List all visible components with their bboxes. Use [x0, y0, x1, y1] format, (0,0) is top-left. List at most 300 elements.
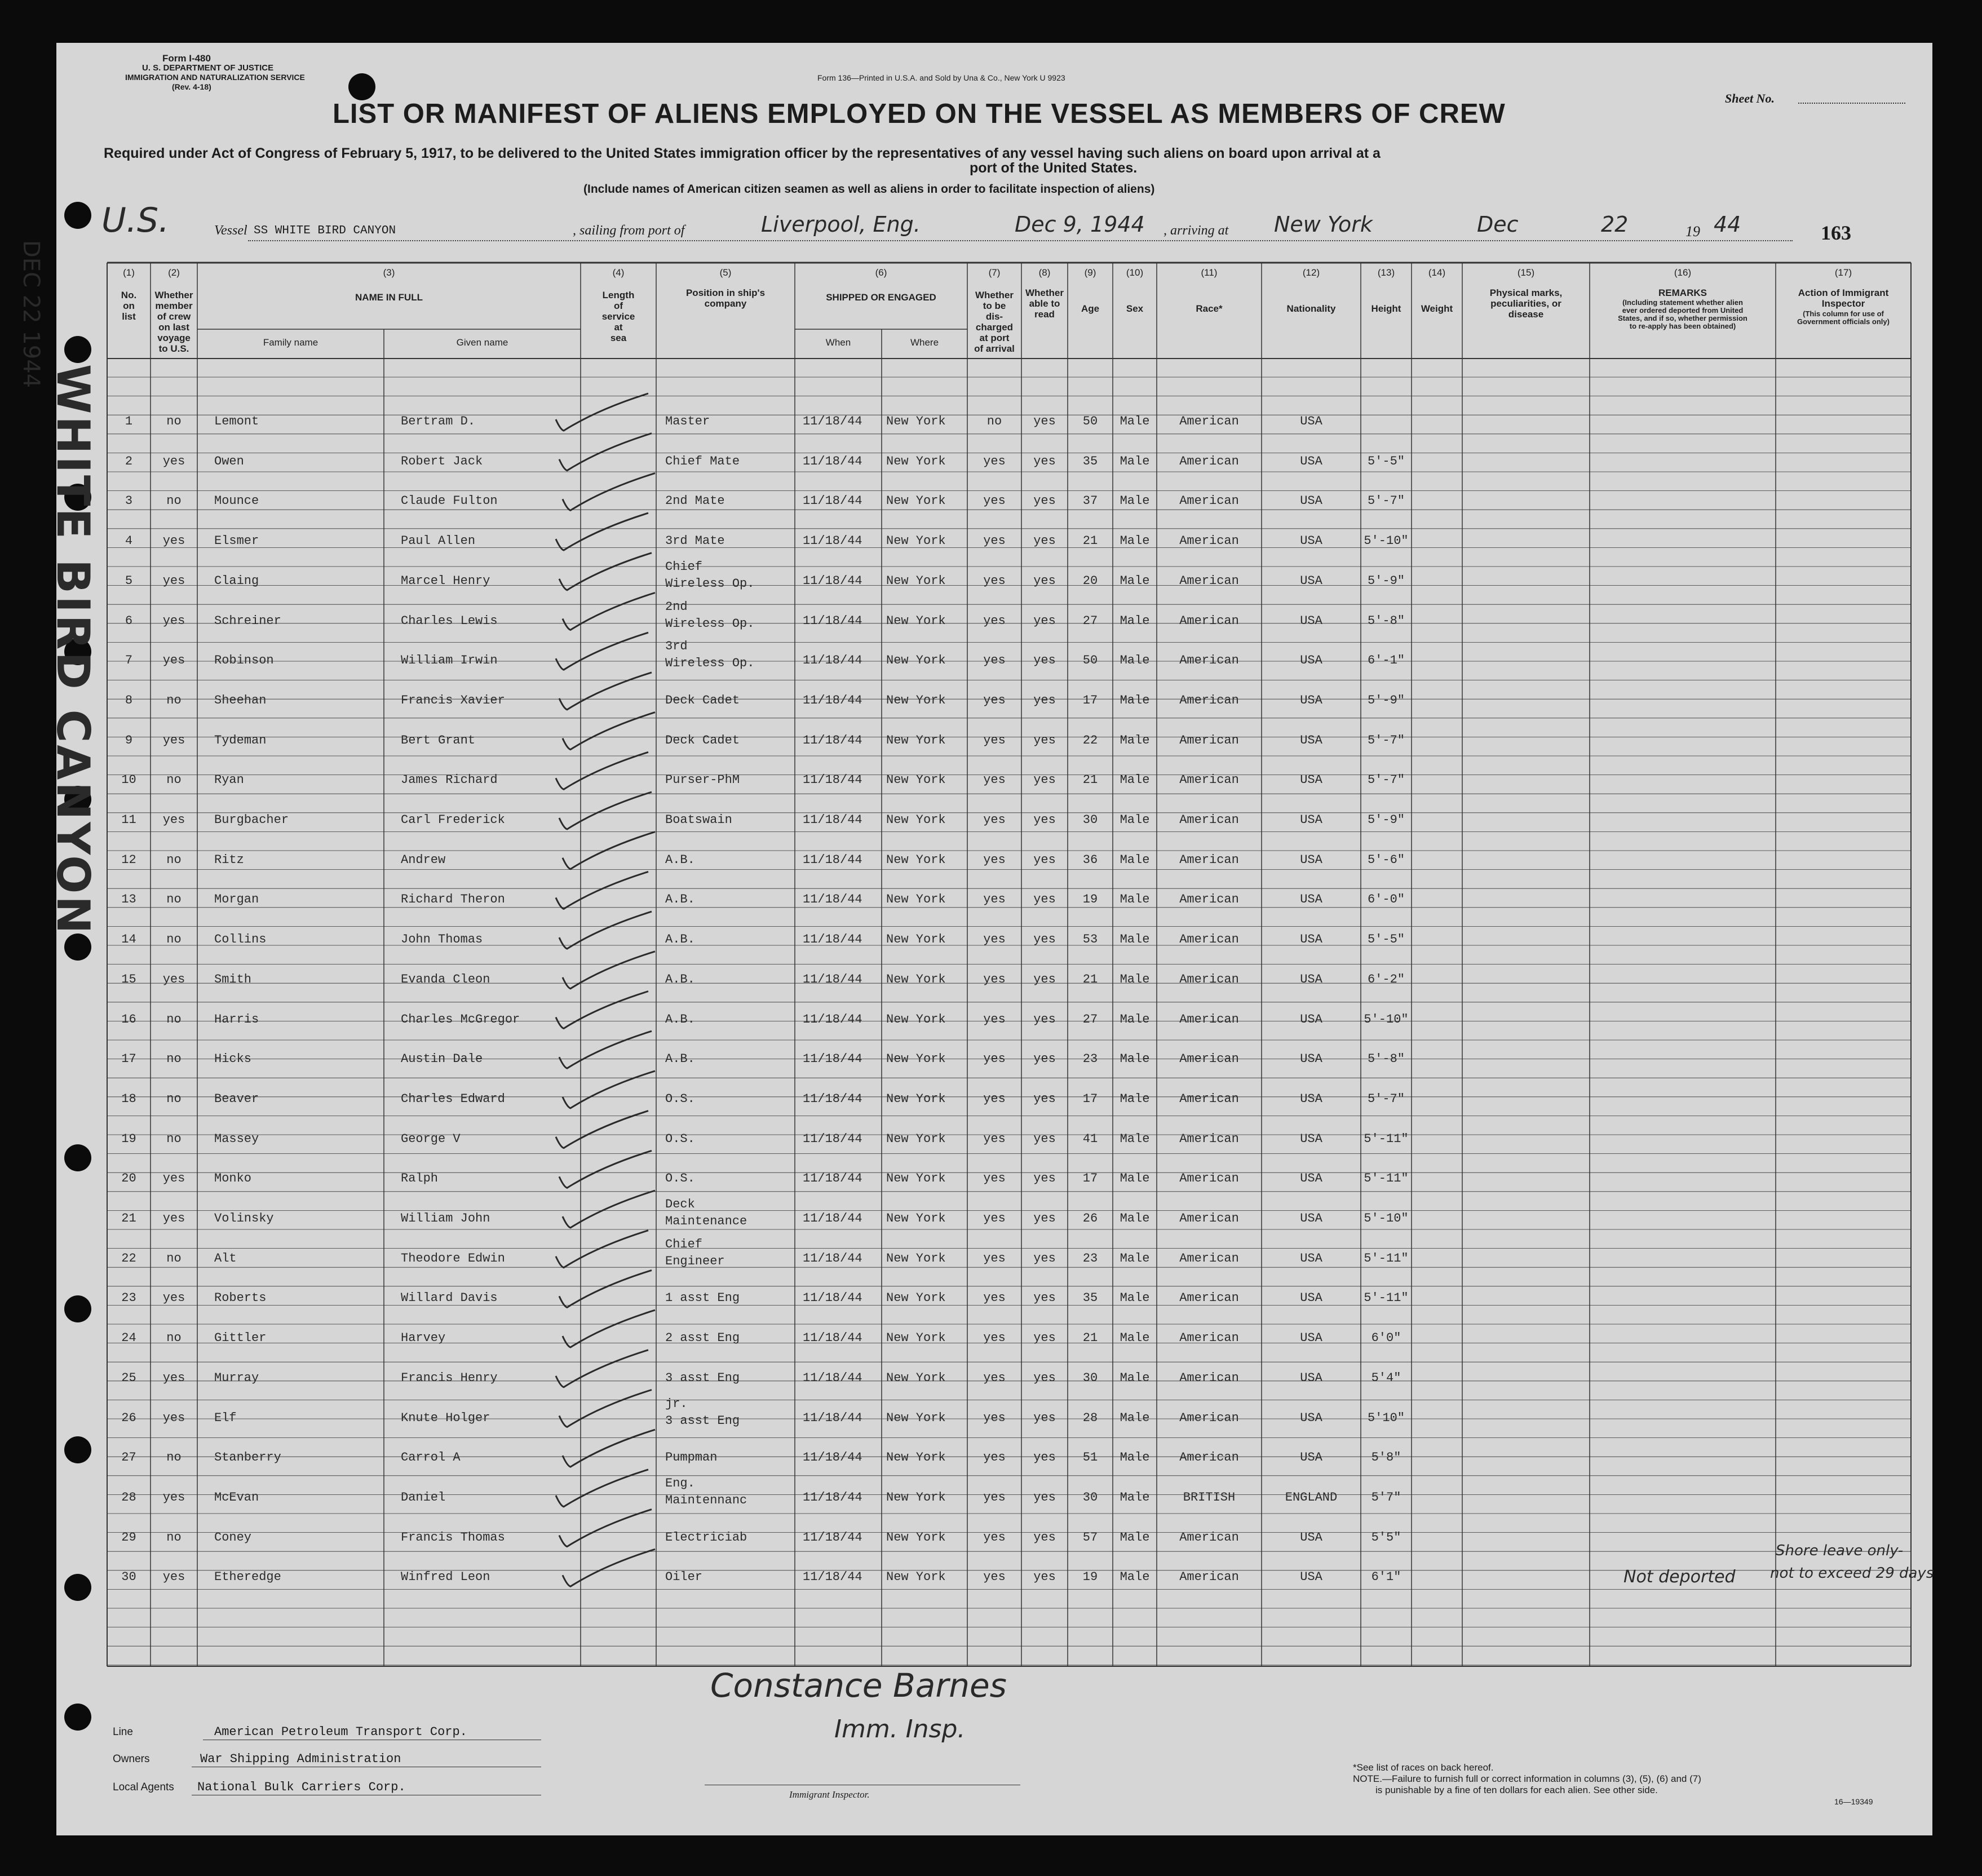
cell-discharged: yes [983, 1291, 1006, 1306]
inspector-label: Immigrant Inspector. [789, 1789, 870, 1800]
cell-read: yes [1033, 813, 1056, 827]
cell-read: yes [1033, 1131, 1056, 1146]
column-header-c14: Weight [1421, 303, 1453, 314]
cell-family: Ritz [214, 852, 244, 867]
column-number-c2: (2) [168, 267, 180, 278]
cell-prev: yes [162, 534, 185, 548]
cell-read: yes [1033, 454, 1056, 468]
cell-age: 21 [1082, 773, 1098, 787]
check-mark [563, 1549, 655, 1586]
margin-ship-name: WHITE BIRD CANYON [47, 364, 99, 936]
cell-height: 5'-5" [1367, 932, 1405, 947]
column-number-c15: (15) [1517, 267, 1535, 278]
cell-age: 23 [1082, 1052, 1098, 1067]
cell-position: 2nd Wireless Op. [665, 599, 755, 631]
printer-note: Form 136—Printed in U.S.A. and Sold by Una & Co., New York U 9923 [817, 73, 1065, 82]
cell-discharged: yes [983, 1370, 1006, 1385]
cell-position: Pumpman [665, 1450, 718, 1465]
cell-nationality: USA [1300, 693, 1322, 707]
cell-race: American [1179, 1450, 1239, 1465]
check-mark [556, 992, 648, 1029]
check-mark [556, 1350, 648, 1387]
cell-prev: no [166, 1251, 182, 1266]
cell-prev: yes [162, 813, 185, 827]
cell-nationality: USA [1300, 1370, 1322, 1385]
cell-no: 4 [125, 534, 133, 548]
cell-prev: no [166, 892, 182, 907]
cell-sex: Male [1120, 1450, 1150, 1465]
cell-age: 28 [1082, 1410, 1098, 1425]
cell-race: American [1179, 1091, 1239, 1106]
cell-where: New York [886, 1091, 946, 1106]
cell-family: Hicks [214, 1052, 252, 1067]
cell-height: 6'0" [1371, 1331, 1401, 1346]
cell-read: yes [1033, 1091, 1056, 1106]
cell-age: 26 [1082, 1211, 1098, 1225]
cell-nationality: USA [1300, 414, 1322, 428]
cell-sex: Male [1120, 494, 1150, 508]
cell-given: Willard Davis [401, 1291, 498, 1306]
check-mark [559, 1151, 652, 1188]
cell-no: 3 [125, 494, 133, 508]
cell-position: O.S. [665, 1131, 695, 1146]
cell-when: 11/18/44 [803, 1012, 862, 1027]
cell-no: 17 [121, 1052, 136, 1067]
cell-where: New York [886, 573, 946, 588]
check-mark [563, 593, 655, 630]
cell-position: 3rd Mate [665, 534, 725, 548]
cell-discharged: yes [983, 1131, 1006, 1146]
corner-note: U.S. [101, 201, 170, 240]
check-mark [563, 1310, 655, 1347]
cell-height: 6'-1" [1367, 653, 1405, 668]
cell-read: yes [1033, 573, 1056, 588]
cell-sex: Male [1120, 892, 1150, 907]
cell-prev: yes [162, 1211, 185, 1225]
check-mark [556, 1470, 648, 1507]
cell-when: 11/18/44 [803, 1131, 862, 1146]
cell-position: Chief Wireless Op. [665, 559, 755, 591]
cell-sex: Male [1120, 1570, 1150, 1585]
cell-no: 29 [121, 1530, 136, 1545]
cell-sex: Male [1120, 773, 1150, 787]
cell-family: Schreiner [214, 613, 281, 628]
cell-height: 5'-9" [1367, 573, 1405, 588]
cell-age: 23 [1082, 1251, 1098, 1266]
cell-when: 11/18/44 [803, 892, 862, 907]
cell-discharged: yes [983, 573, 1006, 588]
cell-given: Robert Jack [401, 454, 483, 468]
column-number-c8: (8) [1038, 267, 1051, 278]
cell-prev: no [166, 1450, 182, 1465]
arrival-day: 22 [1601, 212, 1629, 237]
cell-read: yes [1033, 1171, 1056, 1186]
check-mark [556, 1231, 648, 1268]
remarks-shore-leave: Shore leave only- [1776, 1542, 1904, 1559]
arrival-port: New York [1274, 212, 1373, 237]
cell-read: yes [1033, 892, 1056, 907]
cell-discharged: yes [983, 693, 1006, 707]
cell-nationality: USA [1300, 813, 1322, 827]
remarks-not-deported: Not deported [1623, 1567, 1736, 1587]
form-code: 16—19349 [1834, 1797, 1873, 1806]
cell-prev: no [166, 1530, 182, 1545]
owners-value: War Shipping Administration [200, 1752, 401, 1766]
cell-position: A.B. [665, 852, 695, 867]
cell-age: 30 [1082, 813, 1098, 827]
cell-sex: Male [1120, 613, 1150, 628]
cell-given: Charles Edward [401, 1091, 505, 1106]
sailing-date: Dec 9, 1944 [1015, 212, 1145, 237]
cell-no: 6 [125, 613, 133, 628]
cell-family: Smith [214, 972, 252, 986]
cell-read: yes [1033, 1211, 1056, 1225]
cell-height: 5'-10" [1364, 1211, 1409, 1225]
cell-family: Beaver [214, 1091, 259, 1106]
cell-when: 11/18/44 [803, 852, 862, 867]
cell-discharged: yes [983, 1410, 1006, 1425]
cell-nationality: USA [1300, 494, 1322, 508]
cell-given: Daniel [401, 1490, 446, 1505]
cell-given: George V [401, 1131, 461, 1146]
cell-sex: Male [1120, 573, 1150, 588]
cell-given: Carl Frederick [401, 813, 505, 827]
service-name: IMMIGRATION AND NATURALIZATION SERVICE [125, 73, 305, 82]
cell-sex: Male [1120, 1530, 1150, 1545]
cell-where: New York [886, 1251, 946, 1266]
cell-discharged: yes [983, 892, 1006, 907]
cell-sex: Male [1120, 1291, 1150, 1306]
cell-age: 17 [1082, 1171, 1098, 1186]
cell-position: Chief Mate [665, 454, 740, 468]
cell-when: 11/18/44 [803, 1570, 862, 1585]
cell-family: Harris [214, 1012, 259, 1027]
cell-family: Owen [214, 454, 244, 468]
cell-nationality: USA [1300, 1331, 1322, 1346]
cell-height: 5'-7" [1367, 773, 1405, 787]
year-prefix: 19 [1685, 223, 1700, 240]
cell-prev: no [166, 1052, 182, 1067]
cell-race: American [1179, 1131, 1239, 1146]
cell-height: 5'-7" [1367, 733, 1405, 747]
cell-where: New York [886, 813, 946, 827]
column-header-c4: Length of service at sea [601, 290, 635, 343]
cell-sex: Male [1120, 1410, 1150, 1425]
cell-prev: yes [162, 972, 185, 986]
cell-sex: Male [1120, 1131, 1150, 1146]
cell-given: Charles Lewis [401, 613, 498, 628]
department-name: U. S. DEPARTMENT OF JUSTICE [142, 63, 274, 73]
cell-sex: Male [1120, 1091, 1150, 1106]
cell-position: 3 asst Eng [665, 1370, 740, 1385]
cell-where: New York [886, 1171, 946, 1186]
column-header-c1: No. on list [121, 290, 137, 322]
cell-where: New York [886, 1490, 946, 1505]
cell-read: yes [1033, 494, 1056, 508]
cell-when: 11/18/44 [803, 1530, 862, 1545]
cell-position: A.B. [665, 932, 695, 947]
check-mark [563, 1071, 655, 1108]
cell-no: 23 [121, 1291, 136, 1306]
cell-family: Massey [214, 1131, 259, 1146]
cell-race: American [1179, 1410, 1239, 1425]
cell-prev: no [166, 1331, 182, 1346]
cell-when: 11/18/44 [803, 1450, 862, 1465]
cell-age: 17 [1082, 693, 1098, 707]
cell-nationality: USA [1300, 573, 1322, 588]
cell-position: 3rd Wireless Op. [665, 639, 755, 671]
cell-given: Francis Thomas [401, 1530, 505, 1545]
cell-no: 19 [121, 1131, 136, 1146]
cell-no: 21 [121, 1211, 136, 1225]
cell-discharged: yes [983, 1450, 1006, 1465]
cell-age: 20 [1082, 573, 1098, 588]
cell-when: 11/18/44 [803, 613, 862, 628]
check-mark [559, 1510, 652, 1547]
cell-height: 5'-8" [1367, 613, 1405, 628]
form-number: Form I-480 [162, 53, 211, 64]
cell-nationality: USA [1300, 733, 1322, 747]
cell-no: 12 [121, 852, 136, 867]
cell-read: yes [1033, 733, 1056, 747]
cell-given: Winfred Leon [401, 1570, 490, 1585]
cell-given: Ralph [401, 1171, 439, 1186]
cell-height: 5'-7" [1367, 1091, 1405, 1106]
cell-position: Deck Maintenance [665, 1197, 747, 1228]
cell-discharged: yes [983, 494, 1006, 508]
cell-when: 11/18/44 [803, 1291, 862, 1306]
cell-sex: Male [1120, 1052, 1150, 1067]
column-number-c9: (9) [1084, 267, 1096, 278]
cell-discharged: yes [983, 454, 1006, 468]
check-mark [556, 393, 648, 431]
form-title: LIST OR MANIFEST OF ALIENS EMPLOYED ON THE VESSEL AS MEMBERS OF CREW [333, 99, 1506, 129]
cell-discharged: yes [983, 1211, 1006, 1225]
year-suffix: 44 [1714, 212, 1741, 237]
cell-position: Master [665, 414, 710, 428]
cell-discharged: yes [983, 534, 1006, 548]
cell-given: William Irwin [401, 653, 498, 668]
cell-no: 20 [121, 1171, 136, 1186]
cell-prev: no [166, 1012, 182, 1027]
cell-family: Ryan [214, 773, 244, 787]
cell-family: Elf [214, 1410, 237, 1425]
cell-read: yes [1033, 613, 1056, 628]
agents-label: Local Agents [113, 1781, 174, 1793]
cell-no: 26 [121, 1410, 136, 1425]
cell-race: American [1179, 414, 1239, 428]
cell-race: American [1179, 773, 1239, 787]
cell-discharged: yes [983, 773, 1006, 787]
cell-where: New York [886, 653, 946, 668]
cell-nationality: USA [1300, 534, 1322, 548]
cell-age: 19 [1082, 1570, 1098, 1585]
cell-no: 11 [121, 813, 136, 827]
check-mark [556, 632, 648, 670]
cell-no: 7 [125, 653, 133, 668]
cell-no: 5 [125, 573, 133, 588]
cell-race: American [1179, 613, 1239, 628]
column-header-c2: Whether member of crew on last voyage to U.S. [154, 290, 193, 354]
cell-family: Morgan [214, 892, 259, 907]
cell-given: Richard Theron [401, 892, 505, 907]
cell-nationality: USA [1300, 1211, 1322, 1225]
cell-given: Paul Allen [401, 534, 476, 548]
check-mark [563, 1430, 655, 1467]
cell-height: 5'10" [1367, 1410, 1405, 1425]
cell-read: yes [1033, 852, 1056, 867]
cell-sex: Male [1120, 414, 1150, 428]
column-number-c11: (11) [1201, 267, 1218, 278]
cell-position: Chief Engineer [665, 1237, 725, 1268]
cell-family: Burgbacher [214, 813, 289, 827]
cell-family: Monko [214, 1171, 252, 1186]
cell-age: 27 [1082, 613, 1098, 628]
check-mark [559, 433, 652, 471]
cell-where: New York [886, 1012, 946, 1027]
cell-height: 5'-11" [1364, 1171, 1409, 1186]
cell-family: Tydeman [214, 733, 267, 747]
cell-race: American [1179, 972, 1239, 986]
column-header-c11: Race* [1196, 303, 1223, 314]
cell-discharged: yes [983, 1171, 1006, 1186]
cell-read: yes [1033, 1370, 1056, 1385]
cell-height: 5'-9" [1367, 813, 1405, 827]
cell-position: Electriciab [665, 1530, 747, 1545]
cell-race: American [1179, 1570, 1239, 1585]
cell-age: 30 [1082, 1490, 1098, 1505]
cell-family: Volinsky [214, 1211, 274, 1225]
cell-height: 6'1" [1371, 1570, 1401, 1585]
column-header-c3: NAME IN FULL [355, 292, 423, 303]
cell-nationality: USA [1300, 932, 1322, 947]
cell-sex: Male [1120, 813, 1150, 827]
column-header-c5: Position in ship's company [685, 287, 766, 309]
check-mark [563, 1191, 655, 1228]
cell-age: 37 [1082, 494, 1098, 508]
cell-no: 8 [125, 693, 133, 707]
races-note: *See list of races on back hereof. [1353, 1762, 1494, 1773]
cell-sex: Male [1120, 733, 1150, 747]
column-header-c7: Whether to be dis- charged at port of arrival [974, 290, 1015, 354]
cell-race: American [1179, 534, 1239, 548]
column-number-c17: (17) [1834, 267, 1852, 278]
cell-when: 11/18/44 [803, 494, 862, 508]
cell-age: 17 [1082, 1091, 1098, 1106]
cell-sex: Male [1120, 693, 1150, 707]
cell-family: Collins [214, 932, 267, 947]
cell-sex: Male [1120, 454, 1150, 468]
cell-where: New York [886, 733, 946, 747]
cell-nationality: USA [1300, 1251, 1322, 1266]
cell-nationality: USA [1300, 1171, 1322, 1186]
cell-nationality: USA [1300, 454, 1322, 468]
cell-nationality: USA [1300, 1091, 1322, 1106]
cell-sex: Male [1120, 932, 1150, 947]
cell-given: Knute Holger [401, 1410, 490, 1425]
cell-age: 51 [1082, 1450, 1098, 1465]
cell-position: Deck Cadet [665, 693, 740, 707]
cell-race: American [1179, 1530, 1239, 1545]
cell-given: Bert Grant [401, 733, 476, 747]
cell-sex: Male [1120, 1331, 1150, 1346]
check-mark [556, 1111, 648, 1148]
column-number-c6: (6) [875, 267, 887, 278]
check-mark [556, 752, 648, 789]
cell-discharged: yes [983, 1251, 1006, 1266]
cell-race: American [1179, 932, 1239, 947]
cell-given: Marcel Henry [401, 573, 490, 588]
cell-when: 11/18/44 [803, 693, 862, 707]
cell-family: Alt [214, 1251, 237, 1266]
cell-prev: yes [162, 573, 185, 588]
cell-age: 35 [1082, 454, 1098, 468]
cell-discharged: yes [983, 1012, 1006, 1027]
cell-when: 11/18/44 [803, 733, 862, 747]
cell-sex: Male [1120, 852, 1150, 867]
column-header-given: Given name [456, 337, 508, 348]
inspector-signature: Constance Barnes [710, 1666, 1007, 1705]
column-header-family: Family name [263, 337, 318, 348]
cell-position: Oiler [665, 1570, 703, 1585]
cell-no: 13 [121, 892, 136, 907]
cell-when: 11/18/44 [803, 454, 862, 468]
cell-height: 5'8" [1371, 1450, 1401, 1465]
cell-family: Roberts [214, 1291, 267, 1306]
cell-family: Elsmer [214, 534, 259, 548]
cell-prev: yes [162, 454, 185, 468]
cell-discharged: yes [983, 813, 1006, 827]
cell-height: 5'-6" [1367, 852, 1405, 867]
cell-where: New York [886, 613, 946, 628]
cell-prev: yes [162, 1370, 185, 1385]
cell-nationality: USA [1300, 773, 1322, 787]
column-subnote-c16: (Including statement whether alien ever ordered deported from United States, and if so, whether permission to re-apply has been obtained) [1618, 298, 1747, 330]
cell-position: A.B. [665, 1052, 695, 1067]
cell-family: Mounce [214, 494, 259, 508]
cell-when: 11/18/44 [803, 1370, 862, 1385]
fine-note-line1: NOTE.—Failure to furnish full or correct information in columns (3), (5), (6) and (7) [1353, 1773, 1701, 1784]
cell-when: 11/18/44 [803, 1171, 862, 1186]
cell-race: American [1179, 1171, 1239, 1186]
cell-when: 11/18/44 [803, 653, 862, 668]
cell-given: Claude Fulton [401, 494, 498, 508]
cell-where: New York [886, 693, 946, 707]
cell-no: 16 [121, 1012, 136, 1027]
cell-age: 50 [1082, 653, 1098, 668]
cell-age: 21 [1082, 534, 1098, 548]
form-revision: (Rev. 4-18) [172, 82, 211, 91]
line-value: American Petroleum Transport Corp. [214, 1725, 467, 1739]
cell-prev: no [166, 852, 182, 867]
cell-no: 28 [121, 1490, 136, 1505]
cell-position: 2nd Mate [665, 494, 725, 508]
cell-age: 41 [1082, 1131, 1098, 1146]
cell-where: New York [886, 1052, 946, 1067]
cell-discharged: yes [983, 1331, 1006, 1346]
check-mark [556, 513, 648, 550]
check-mark [559, 1031, 652, 1068]
column-number-c10: (10) [1126, 267, 1144, 278]
cell-where: New York [886, 773, 946, 787]
cell-read: yes [1033, 534, 1056, 548]
cell-age: 21 [1082, 972, 1098, 986]
cell-family: Robinson [214, 653, 274, 668]
cell-race: American [1179, 693, 1239, 707]
cell-when: 11/18/44 [803, 1052, 862, 1067]
cell-nationality: USA [1300, 852, 1322, 867]
cell-where: New York [886, 1211, 946, 1225]
